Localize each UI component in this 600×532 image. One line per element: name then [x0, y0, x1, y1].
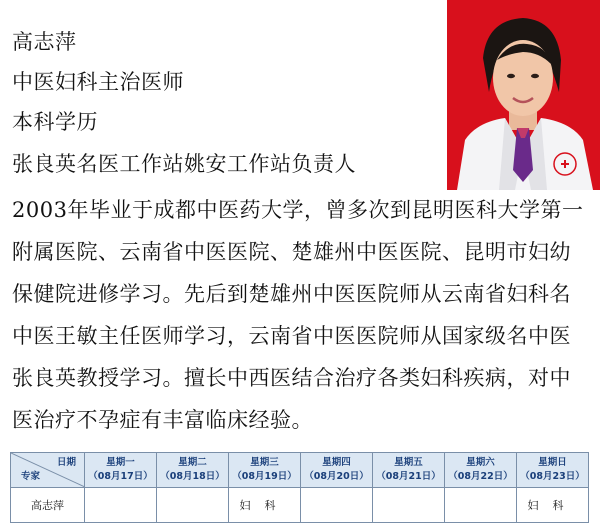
schedule-cell — [85, 488, 157, 523]
day-date: （08月23日） — [520, 471, 585, 482]
day-header — [157, 453, 229, 488]
bio-line: 2003年毕业于成都中医药大学，曾多次到昆明医科大学第一 — [12, 198, 584, 222]
day-date: （08月22日） — [448, 471, 513, 482]
table-row — [11, 488, 589, 523]
doctor-title: 中医妇科主治医师 — [12, 70, 184, 94]
doctor-education: 本科学历 — [12, 110, 98, 134]
day-date: （08月19日） — [232, 471, 297, 482]
day-date: （08月18日） — [160, 471, 225, 482]
doctor-portrait — [447, 0, 600, 190]
schedule-corner-header — [11, 453, 85, 488]
schedule-cell: 妇科 — [517, 488, 589, 523]
schedule-cell — [301, 488, 373, 523]
schedule-cell — [373, 488, 445, 523]
day-name: 星期六 — [466, 457, 495, 468]
bio-line: 中医王敏主任医师学习，云南省中医医院师从国家级名中医 — [12, 324, 571, 348]
schedule-cell: 妇科 — [229, 488, 301, 523]
day-name: 星期日 — [538, 457, 567, 468]
day-header — [301, 453, 373, 488]
schedule-cell — [445, 488, 517, 523]
day-name: 星期三 — [250, 457, 279, 468]
day-name: 星期四 — [322, 457, 351, 468]
day-header — [85, 453, 157, 488]
day-header — [229, 453, 301, 488]
clinic-schedule-table — [10, 452, 589, 523]
day-date: （08月21日） — [376, 471, 441, 482]
doctor-role: 张良英名医工作站姚安工作站负责人 — [12, 152, 356, 176]
day-name: 星期一 — [106, 457, 135, 468]
bio-line: 医治疗不孕症有丰富临床经验。 — [12, 408, 313, 432]
corner-date-label: 日期 — [56, 457, 76, 468]
schedule-cell — [157, 488, 229, 523]
day-date: （08月20日） — [304, 471, 369, 482]
day-header — [373, 453, 445, 488]
day-name: 星期五 — [394, 457, 423, 468]
day-date: （08月17日） — [88, 471, 153, 482]
bio-line: 保健院进修学习。先后到楚雄州中医医院师从云南省妇科名 — [12, 282, 571, 306]
bio-line: 张良英教授学习。擅长中西医结合治疗各类妇科疾病，对中 — [12, 366, 571, 390]
day-name: 星期二 — [178, 457, 207, 468]
day-header — [445, 453, 517, 488]
corner-expert-label: 专家 — [21, 471, 41, 482]
doctor-portrait-illustration — [447, 0, 600, 190]
expert-name-cell: 高志萍 — [11, 488, 85, 523]
doctor-name: 高志萍 — [12, 30, 77, 54]
day-header — [517, 453, 589, 488]
bio-line: 附属医院、云南省中医医院、楚雄州中医医院、昆明市妇幼 — [12, 240, 571, 264]
